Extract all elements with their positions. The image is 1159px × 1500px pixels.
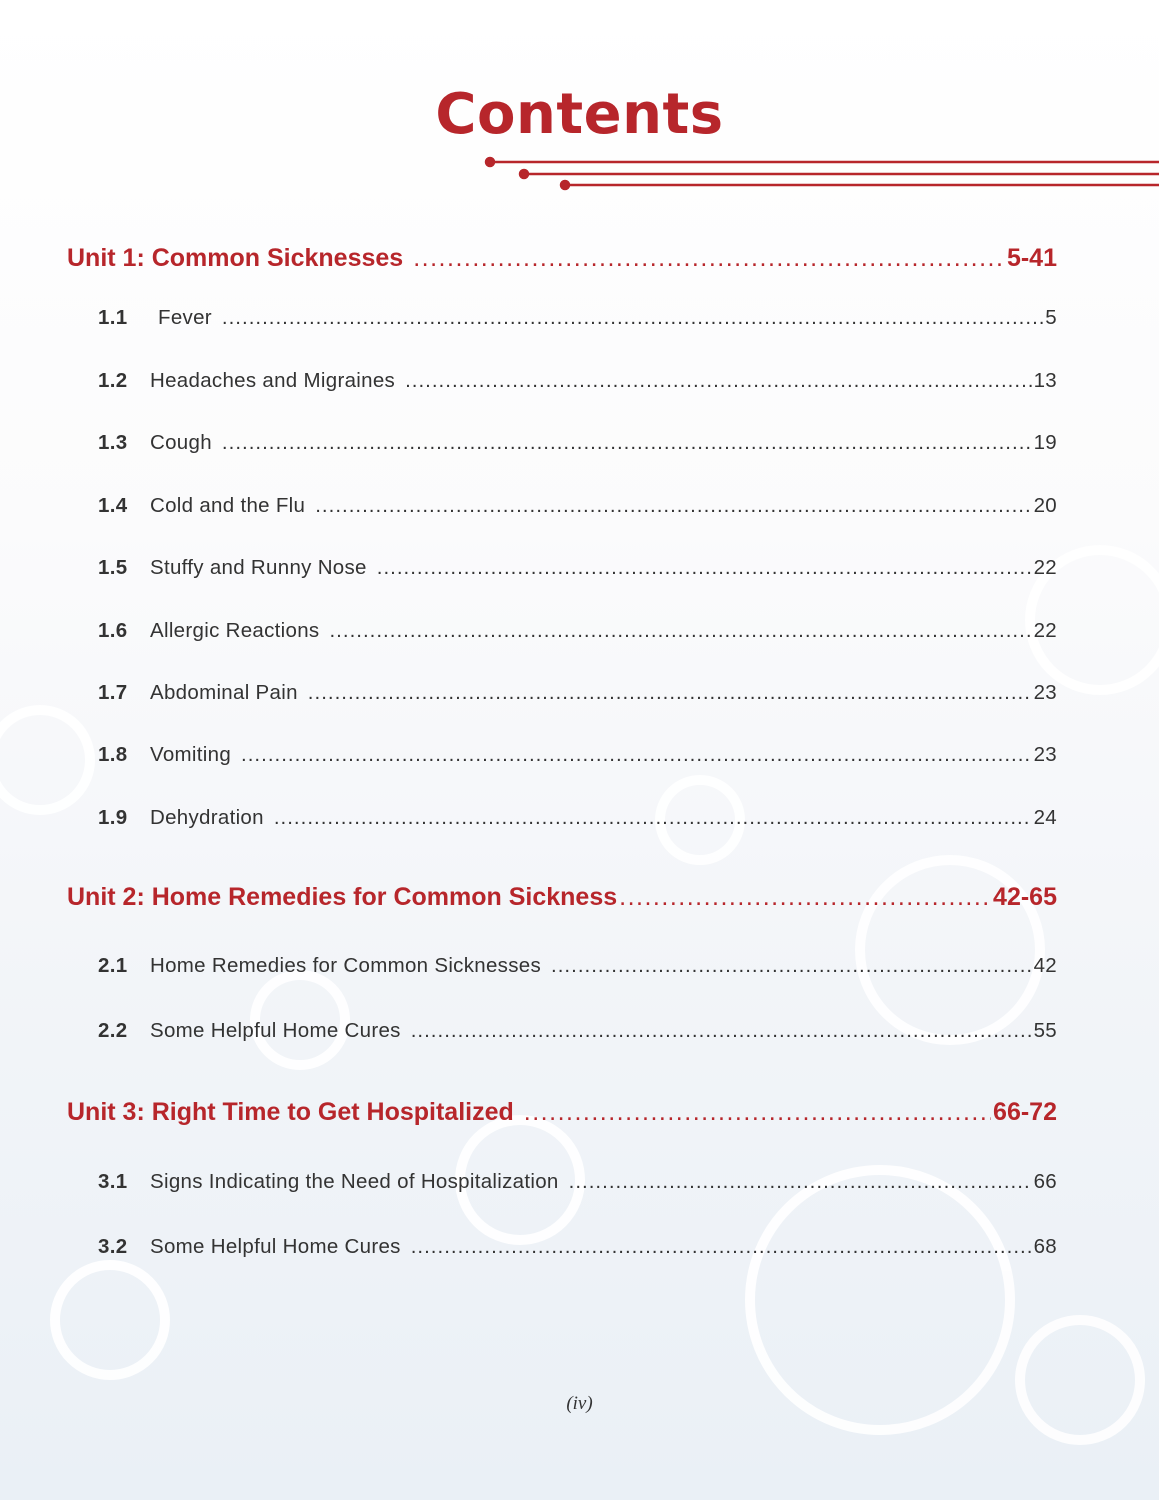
entry-page: 24 bbox=[1033, 806, 1057, 829]
entry-title: Cold and the Flu bbox=[150, 494, 306, 517]
entry-title: Headaches and Migraines bbox=[150, 369, 396, 392]
unit-pages: 66-72 bbox=[993, 1098, 1057, 1126]
entry-title: Home Remedies for Common Sicknesses bbox=[150, 954, 542, 977]
unit-label: Unit 2: Home Remedies for Common Sickness bbox=[67, 883, 618, 911]
entry-title: Cough bbox=[150, 431, 212, 454]
entry-number: 3.2 bbox=[98, 1235, 128, 1258]
toc-entry[interactable] bbox=[98, 306, 1057, 330]
dot-leader bbox=[222, 431, 1032, 455]
entry-number: 1.5 bbox=[98, 556, 128, 579]
entry-title: Dehydration bbox=[150, 806, 264, 829]
entry-page: 68 bbox=[1033, 1235, 1057, 1258]
entry-page: 66 bbox=[1033, 1170, 1057, 1193]
toc-unit-1[interactable] bbox=[67, 244, 1057, 273]
page-number: (iv) bbox=[566, 1393, 593, 1414]
entry-page: 22 bbox=[1033, 556, 1057, 579]
entry-title: Some Helpful Home Cures bbox=[150, 1019, 401, 1042]
entry-number: 2.2 bbox=[98, 1019, 128, 1042]
unit-label: Unit 1: Common Sicknesses bbox=[67, 244, 404, 272]
entry-page: 55 bbox=[1033, 1019, 1057, 1042]
dot-leader bbox=[411, 1235, 1032, 1259]
entry-number: 1.9 bbox=[98, 806, 128, 829]
entry-title: Stuffy and Runny Nose bbox=[150, 556, 367, 579]
unit-pages: 5-41 bbox=[1006, 244, 1057, 272]
toc-unit-2[interactable] bbox=[67, 883, 1057, 912]
toc-unit-3[interactable] bbox=[67, 1098, 1057, 1127]
dot-leader bbox=[222, 306, 1043, 330]
entry-number: 1.1 bbox=[98, 306, 128, 329]
page-title: Contents bbox=[435, 82, 724, 147]
entry-page: 20 bbox=[1033, 494, 1057, 517]
entry-page: 42 bbox=[1033, 954, 1057, 977]
toc-entry[interactable] bbox=[98, 431, 1057, 455]
toc-entry[interactable] bbox=[98, 556, 1057, 580]
dot-leader bbox=[569, 1170, 1032, 1194]
toc-entry[interactable] bbox=[98, 494, 1057, 518]
toc-entry[interactable] bbox=[98, 806, 1057, 830]
dot-leader bbox=[377, 556, 1032, 580]
entry-page: 13 bbox=[1033, 369, 1057, 392]
dot-leader bbox=[329, 619, 1031, 643]
toc-entry[interactable] bbox=[98, 1019, 1057, 1043]
dot-leader bbox=[551, 954, 1032, 978]
dot-leader bbox=[524, 1098, 991, 1127]
entry-number: 2.1 bbox=[98, 954, 128, 977]
entry-title: Signs Indicating the Need of Hospitalization bbox=[150, 1170, 559, 1193]
entry-number: 1.7 bbox=[98, 681, 128, 704]
dot-leader bbox=[411, 1019, 1032, 1043]
dot-leader bbox=[315, 494, 1031, 518]
entry-number: 1.8 bbox=[98, 743, 128, 766]
entry-title: Vomiting bbox=[150, 743, 232, 766]
entry-page: 23 bbox=[1033, 743, 1057, 766]
toc-entry[interactable] bbox=[98, 1170, 1057, 1194]
dot-leader bbox=[308, 681, 1032, 705]
entry-number: 1.4 bbox=[98, 494, 128, 517]
dot-leader bbox=[619, 883, 991, 912]
dot-leader bbox=[413, 244, 1005, 273]
dot-leader bbox=[274, 806, 1032, 830]
unit-pages: 42-65 bbox=[993, 883, 1057, 911]
entry-number: 1.6 bbox=[98, 619, 128, 642]
entry-page: 22 bbox=[1033, 619, 1057, 642]
entry-page: 23 bbox=[1033, 681, 1057, 704]
entry-number: 3.1 bbox=[98, 1170, 128, 1193]
dot-leader bbox=[241, 743, 1032, 767]
entry-title: Some Helpful Home Cures bbox=[150, 1235, 401, 1258]
toc-entry[interactable] bbox=[98, 369, 1057, 393]
entry-title: Fever bbox=[158, 306, 212, 329]
entry-page: 19 bbox=[1033, 431, 1057, 454]
entry-title: Allergic Reactions bbox=[150, 619, 320, 642]
entry-number: 1.2 bbox=[98, 369, 128, 392]
entry-page: 5 bbox=[1045, 306, 1057, 329]
toc-entry[interactable] bbox=[98, 619, 1057, 643]
toc-entry[interactable] bbox=[98, 681, 1057, 705]
toc-entry[interactable] bbox=[98, 954, 1057, 978]
dot-leader bbox=[405, 369, 1032, 393]
toc-entry[interactable] bbox=[98, 1235, 1057, 1259]
unit-label: Unit 3: Right Time to Get Hospitalized bbox=[67, 1098, 514, 1126]
entry-title: Abdominal Pain bbox=[150, 681, 298, 704]
entry-number: 1.3 bbox=[98, 431, 128, 454]
toc-entry[interactable] bbox=[98, 743, 1057, 767]
